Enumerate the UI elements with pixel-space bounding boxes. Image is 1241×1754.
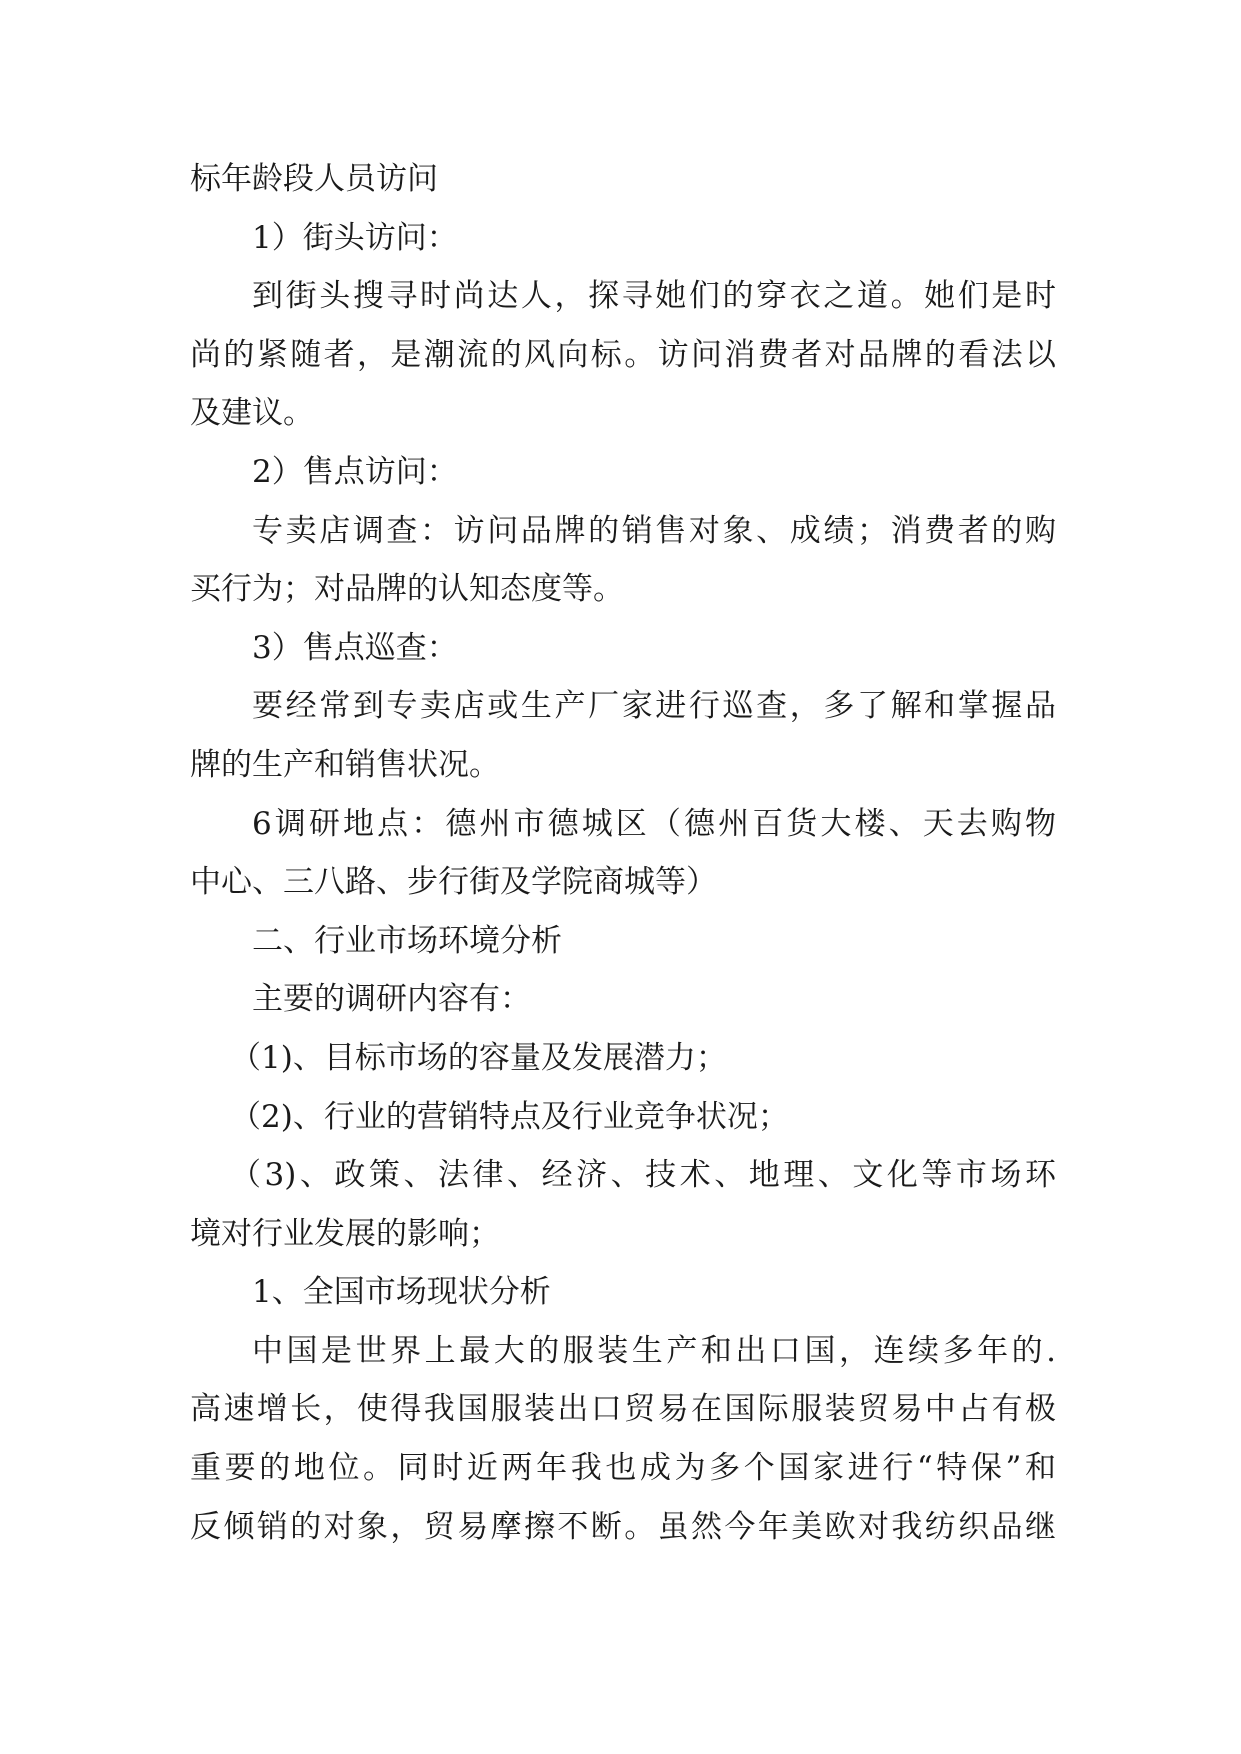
subheading-point-of-sale-interview: 2）售点访问： <box>252 453 458 490</box>
subheading-point-of-sale-inspection: 3）售点巡查： <box>252 629 458 666</box>
paragraph-line: 尚的紧随者，是潮流的风向标。访问消费者对品牌的看法以 <box>190 336 1056 373</box>
paragraph-line: 专卖店调查：访问品牌的销售对象、成绩；消费者的购 <box>252 512 1056 549</box>
section-heading: 二、行业市场环境分析 <box>252 922 562 959</box>
subsection-heading: 1、全国市场现状分析 <box>252 1274 551 1311</box>
list-item: （2)、行业的营销特点及行业竞争状况； <box>230 1098 789 1135</box>
paragraph-line: 中心、三八路、步行街及学院商城等） <box>190 864 717 901</box>
list-item: （3)、政策、法律、经济、技术、地理、文化等市场环 <box>230 1157 1056 1194</box>
paragraph-line: 中国是世界上最大的服装生产和出口国，连续多年的. <box>252 1332 1056 1369</box>
paragraph-line: 要经常到专卖店或生产厂家进行巡查，多了解和掌握品 <box>252 688 1056 725</box>
subheading-street-interview: 1）街头访问： <box>252 219 458 256</box>
paragraph-line: 6调研地点：德州市德城区（德州百货大楼、天去购物 <box>252 805 1056 842</box>
paragraph-line: 买行为；对品牌的认知态度等。 <box>190 571 624 608</box>
document-body <box>190 150 1056 1556</box>
paragraph-line: 高速增长，使得我国服装出口贸易在国际服装贸易中占有极 <box>190 1391 1056 1428</box>
paragraph-line: 主要的调研内容有： <box>252 981 531 1018</box>
paragraph-line: 反倾销的对象，贸易摩擦不断。虽然今年美欧对我纺织品继 <box>190 1508 1056 1545</box>
paragraph-line: 重要的地位。同时近两年我也成为多个国家进行“特保”和 <box>190 1450 1056 1487</box>
paragraph-line: 牌的生产和销售状况。 <box>190 746 500 783</box>
paragraph-line: 到街头搜寻时尚达人，探寻她们的穿衣之道。她们是时 <box>252 278 1056 315</box>
text-line-continuation: 标年龄段人员访问 <box>190 161 438 197</box>
list-item-continuation: 境对行业发展的影响； <box>190 1215 500 1252</box>
paragraph-line: 及建议。 <box>190 395 314 432</box>
list-item: （1)、目标市场的容量及发展潜力； <box>230 1039 727 1076</box>
